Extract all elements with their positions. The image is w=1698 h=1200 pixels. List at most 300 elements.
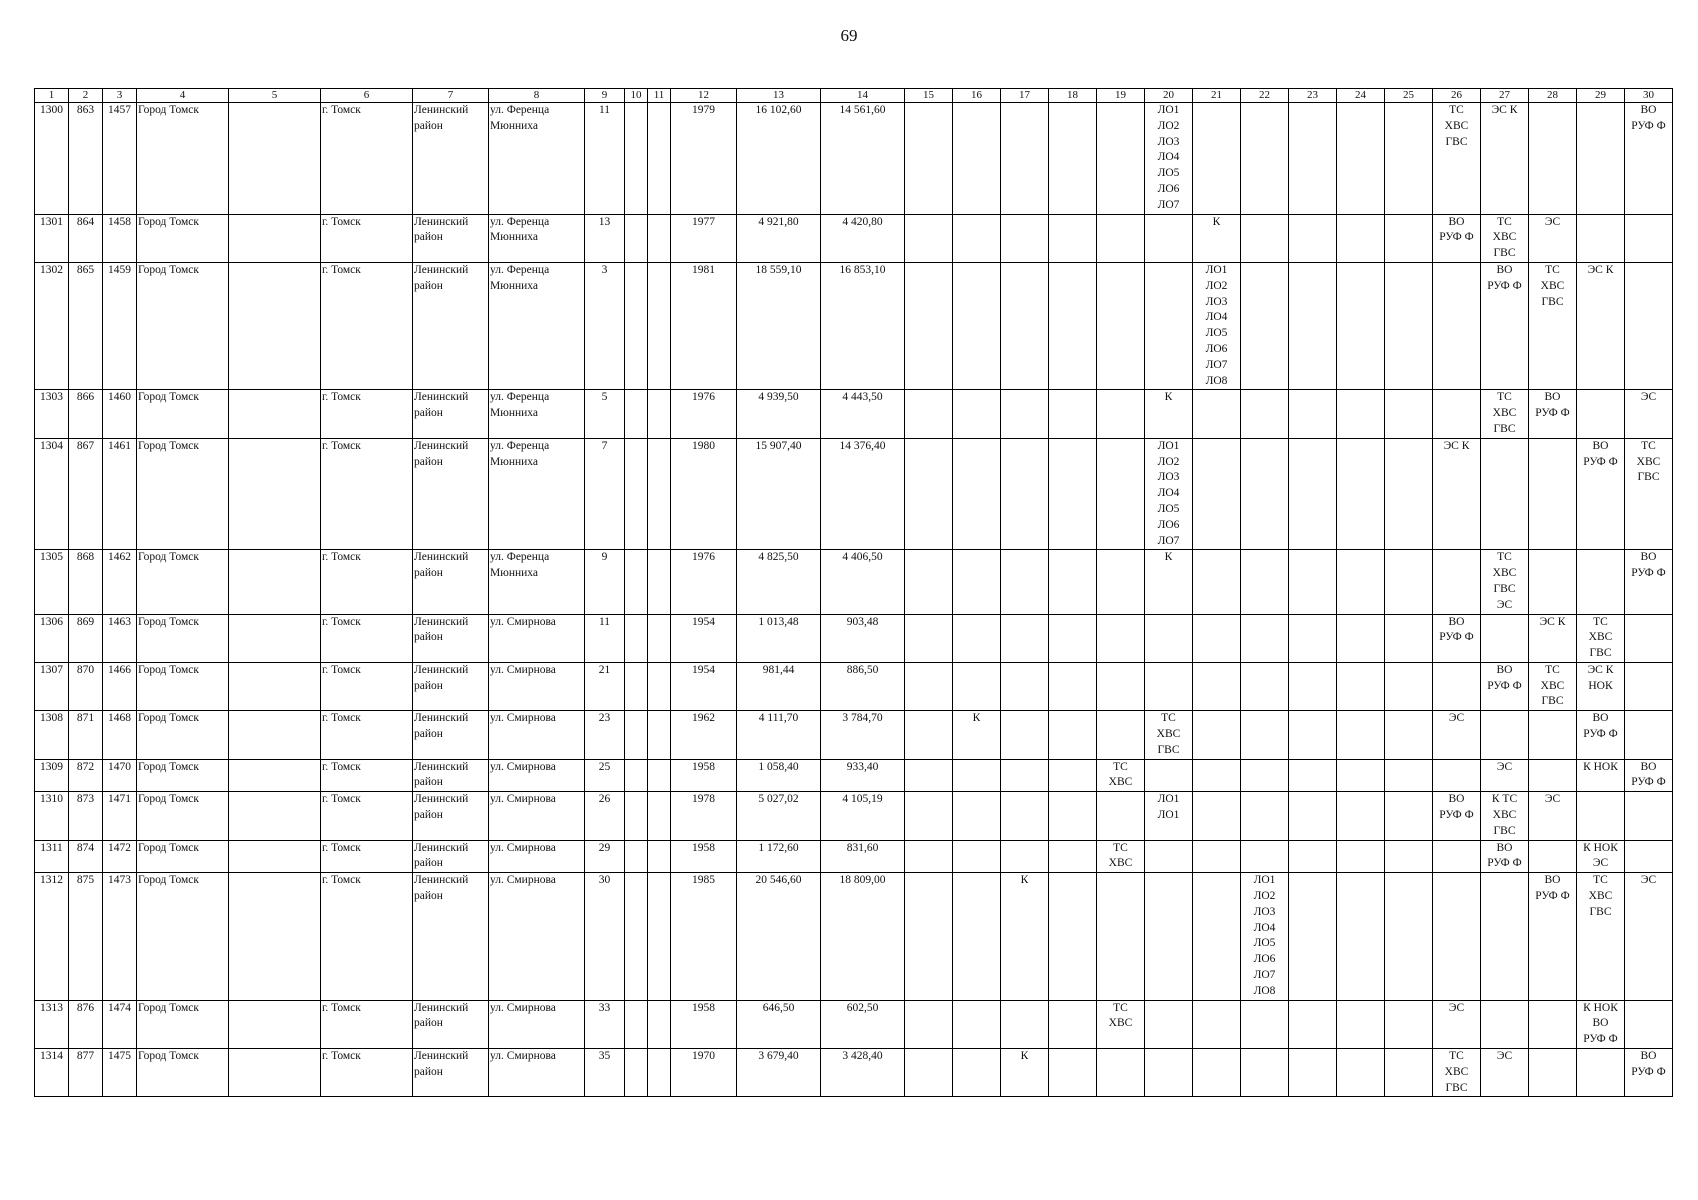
table-cell-col-18 — [1049, 711, 1097, 759]
table-cell-col-13: 4 939,50 — [737, 390, 821, 438]
table-cell-col-3: 1472 — [103, 840, 137, 873]
table-cell-col-28: ТС ХВС ГВС — [1529, 662, 1577, 710]
table-cell-col-6: г. Томск — [321, 792, 413, 840]
table-cell-col-18 — [1049, 792, 1097, 840]
table-cell-col-3: 1471 — [103, 792, 137, 840]
table-cell-col-24 — [1337, 1000, 1385, 1048]
table-cell-col-1: 1309 — [35, 759, 69, 792]
table-cell-col-29: К НОК — [1577, 759, 1625, 792]
table-cell-col-21 — [1193, 873, 1241, 1000]
table-row — [35, 262, 1673, 389]
table-cell-col-11 — [648, 262, 671, 389]
table-cell-col-18 — [1049, 214, 1097, 262]
table-cell-col-25 — [1385, 214, 1433, 262]
table-cell-col-3: 1461 — [103, 438, 137, 550]
table-cell-col-29: ВО РУФ Ф — [1577, 438, 1625, 550]
table-cell-col-13: 1 058,40 — [737, 759, 821, 792]
table-cell-col-16 — [953, 792, 1001, 840]
table-cell-col-12: 1980 — [671, 438, 737, 550]
table-cell-col-20: ЛО1 ЛО2 ЛО3 ЛО4 ЛО5 ЛО6 ЛО7 — [1145, 438, 1193, 550]
table-cell-col-11 — [648, 873, 671, 1000]
table-cell-col-13: 4 921,80 — [737, 214, 821, 262]
table-cell-col-22: ЛО1 ЛО2 ЛО3 ЛО4 ЛО5 ЛО6 ЛО7 ЛО8 — [1241, 873, 1289, 1000]
table-cell-col-17 — [1001, 214, 1049, 262]
table-cell-col-19 — [1097, 103, 1145, 215]
table-cell-col-21 — [1193, 711, 1241, 759]
table-row — [35, 390, 1673, 438]
table-cell-col-30: ВО РУФ Ф — [1625, 759, 1673, 792]
table-cell-col-16 — [953, 438, 1001, 550]
table-cell-col-25 — [1385, 840, 1433, 873]
table-cell-col-4: Город Томск — [137, 1049, 229, 1097]
table-cell-col-4: Город Томск — [137, 840, 229, 873]
table-cell-col-2: 869 — [69, 614, 103, 662]
table-cell-col-29: К НОК ЭС — [1577, 840, 1625, 873]
table-cell-col-15 — [905, 214, 953, 262]
table-cell-col-4: Город Томск — [137, 614, 229, 662]
table-cell-col-14: 16 853,10 — [821, 262, 905, 389]
table-cell-col-24 — [1337, 550, 1385, 614]
table-cell-col-13: 4 825,50 — [737, 550, 821, 614]
table-cell-col-27: ТС ХВС ГВС — [1481, 390, 1529, 438]
table-cell-col-3: 1474 — [103, 1000, 137, 1048]
table-cell-col-8: ул. Смирнова — [489, 614, 585, 662]
table-cell-col-10 — [625, 214, 648, 262]
table-cell-col-13: 1 172,60 — [737, 840, 821, 873]
table-cell-col-14: 831,60 — [821, 840, 905, 873]
table-cell-col-6: г. Томск — [321, 662, 413, 710]
table-cell-col-22 — [1241, 614, 1289, 662]
table-cell-col-18 — [1049, 662, 1097, 710]
table-cell-col-3: 1459 — [103, 262, 137, 389]
table-cell-col-6: г. Томск — [321, 1000, 413, 1048]
table-cell-col-24 — [1337, 873, 1385, 1000]
table-cell-col-17 — [1001, 614, 1049, 662]
table-cell-col-14: 4 420,80 — [821, 214, 905, 262]
table-cell-col-21 — [1193, 759, 1241, 792]
table-cell-col-12: 1979 — [671, 103, 737, 215]
column-number-header: 6 — [321, 89, 413, 103]
table-cell-col-8: ул. Смирнова — [489, 1000, 585, 1048]
table-cell-col-28 — [1529, 1049, 1577, 1097]
table-cell-col-19 — [1097, 662, 1145, 710]
table-cell-col-7: Ленинский район — [413, 1000, 489, 1048]
table-cell-col-20: ЛО1 ЛО1 — [1145, 792, 1193, 840]
table-cell-col-27: ВО РУФ Ф — [1481, 262, 1529, 389]
table-body — [35, 103, 1673, 1097]
table-cell-col-3: 1466 — [103, 662, 137, 710]
table-cell-col-4: Город Томск — [137, 1000, 229, 1048]
table-cell-col-25 — [1385, 662, 1433, 710]
table-cell-col-12: 1962 — [671, 711, 737, 759]
table-cell-col-24 — [1337, 438, 1385, 550]
table-cell-col-12: 1970 — [671, 1049, 737, 1097]
table-cell-col-8: ул. Смирнова — [489, 873, 585, 1000]
table-cell-col-2: 872 — [69, 759, 103, 792]
table-cell-col-17 — [1001, 262, 1049, 389]
table-cell-col-19 — [1097, 262, 1145, 389]
table-cell-col-17 — [1001, 550, 1049, 614]
table-cell-col-12: 1985 — [671, 873, 737, 1000]
table-cell-col-4: Город Томск — [137, 214, 229, 262]
table-cell-col-23 — [1289, 662, 1337, 710]
table-cell-col-21: ЛО1 ЛО2 ЛО3 ЛО4 ЛО5 ЛО6 ЛО7 ЛО8 — [1193, 262, 1241, 389]
table-cell-col-29 — [1577, 1049, 1625, 1097]
table-cell-col-10 — [625, 1049, 648, 1097]
table-cell-col-22 — [1241, 103, 1289, 215]
table-cell-col-24 — [1337, 262, 1385, 389]
table-cell-col-9: 30 — [585, 873, 625, 1000]
table-cell-col-17: К — [1001, 873, 1049, 1000]
table-cell-col-20 — [1145, 262, 1193, 389]
table-cell-col-2: 871 — [69, 711, 103, 759]
table-cell-col-13: 20 546,60 — [737, 873, 821, 1000]
table-row — [35, 792, 1673, 840]
table-cell-col-25 — [1385, 759, 1433, 792]
table-cell-col-6: г. Томск — [321, 873, 413, 1000]
table-cell-col-19 — [1097, 438, 1145, 550]
table-cell-col-8: ул. Ференца Мюнниха — [489, 390, 585, 438]
table-cell-col-8: ул. Смирнова — [489, 792, 585, 840]
table-cell-col-7: Ленинский район — [413, 1049, 489, 1097]
table-cell-col-24 — [1337, 792, 1385, 840]
table-cell-col-1: 1305 — [35, 550, 69, 614]
table-cell-col-22 — [1241, 1000, 1289, 1048]
page-number: 69 — [840, 26, 858, 45]
table-cell-col-10 — [625, 262, 648, 389]
table-cell-col-5 — [229, 759, 321, 792]
table-cell-col-8: ул. Смирнова — [489, 711, 585, 759]
table-cell-col-28 — [1529, 1000, 1577, 1048]
table-row — [35, 711, 1673, 759]
table-cell-col-10 — [625, 103, 648, 215]
table-cell-col-13: 3 679,40 — [737, 1049, 821, 1097]
table-cell-col-20 — [1145, 1049, 1193, 1097]
table-cell-col-19 — [1097, 1049, 1145, 1097]
table-cell-col-14: 933,40 — [821, 759, 905, 792]
table-cell-col-5 — [229, 390, 321, 438]
table-cell-col-3: 1463 — [103, 614, 137, 662]
table-cell-col-5 — [229, 438, 321, 550]
table-cell-col-29 — [1577, 792, 1625, 840]
table-cell-col-8: ул. Ференца Мюнниха — [489, 262, 585, 389]
table-cell-col-21 — [1193, 662, 1241, 710]
table-cell-col-29: ТС ХВС ГВС — [1577, 614, 1625, 662]
table-cell-col-24 — [1337, 711, 1385, 759]
table-cell-col-1: 1308 — [35, 711, 69, 759]
table-cell-col-23 — [1289, 711, 1337, 759]
table-cell-col-20 — [1145, 614, 1193, 662]
column-number-header: 26 — [1433, 89, 1481, 103]
table-cell-col-5 — [229, 614, 321, 662]
table-cell-col-2: 870 — [69, 662, 103, 710]
table-cell-col-29: К НОК ВО РУФ Ф — [1577, 1000, 1625, 1048]
table-cell-col-16 — [953, 262, 1001, 389]
table-cell-col-8: ул. Ференца Мюнниха — [489, 438, 585, 550]
table-cell-col-8: ул. Ференца Мюнниха — [489, 550, 585, 614]
table-cell-col-5 — [229, 840, 321, 873]
table-cell-col-16 — [953, 873, 1001, 1000]
table-cell-col-26: ТС ХВС ГВС — [1433, 103, 1481, 215]
table-row — [35, 550, 1673, 614]
table-cell-col-7: Ленинский район — [413, 662, 489, 710]
table-cell-col-12: 1978 — [671, 792, 737, 840]
table-cell-col-18 — [1049, 438, 1097, 550]
table-cell-col-27 — [1481, 438, 1529, 550]
table-cell-col-21 — [1193, 390, 1241, 438]
table-cell-col-20: К — [1145, 390, 1193, 438]
table-cell-col-22 — [1241, 550, 1289, 614]
table-cell-col-5 — [229, 873, 321, 1000]
table-cell-col-12: 1958 — [671, 1000, 737, 1048]
table-cell-col-7: Ленинский район — [413, 711, 489, 759]
table-cell-col-2: 866 — [69, 390, 103, 438]
table-cell-col-13: 981,44 — [737, 662, 821, 710]
table-cell-col-18 — [1049, 873, 1097, 1000]
table-cell-col-26 — [1433, 759, 1481, 792]
table-cell-col-5 — [229, 1000, 321, 1048]
table-cell-col-10 — [625, 662, 648, 710]
table-cell-col-5 — [229, 214, 321, 262]
table-cell-col-30: ВО РУФ Ф — [1625, 1049, 1673, 1097]
column-number-header-row — [35, 89, 1673, 103]
table-row — [35, 759, 1673, 792]
table-cell-col-26 — [1433, 662, 1481, 710]
table-cell-col-30 — [1625, 792, 1673, 840]
table-cell-col-5 — [229, 711, 321, 759]
table-cell-col-5 — [229, 662, 321, 710]
table-cell-col-15 — [905, 438, 953, 550]
table-cell-col-28 — [1529, 103, 1577, 215]
table-cell-col-1: 1314 — [35, 1049, 69, 1097]
table-cell-col-30: ВО РУФ Ф — [1625, 103, 1673, 215]
table-cell-col-2: 867 — [69, 438, 103, 550]
table-cell-col-28 — [1529, 711, 1577, 759]
table-cell-col-28: ТС ХВС ГВС — [1529, 262, 1577, 389]
table-cell-col-23 — [1289, 438, 1337, 550]
table-cell-col-22 — [1241, 662, 1289, 710]
table-cell-col-22 — [1241, 262, 1289, 389]
table-cell-col-21 — [1193, 840, 1241, 873]
table-cell-col-30 — [1625, 614, 1673, 662]
table-cell-col-10 — [625, 873, 648, 1000]
table-row — [35, 1049, 1673, 1097]
table-cell-col-11 — [648, 662, 671, 710]
table-cell-col-30: ЭС — [1625, 873, 1673, 1000]
table-cell-col-15 — [905, 1049, 953, 1097]
column-number-header: 10 — [625, 89, 648, 103]
table-cell-col-4: Город Томск — [137, 759, 229, 792]
table-cell-col-9: 13 — [585, 214, 625, 262]
column-number-header: 16 — [953, 89, 1001, 103]
table-cell-col-20: ЛО1 ЛО2 ЛО3 ЛО4 ЛО5 ЛО6 ЛО7 — [1145, 103, 1193, 215]
table-cell-col-18 — [1049, 103, 1097, 215]
table-cell-col-5 — [229, 550, 321, 614]
column-number-header: 27 — [1481, 89, 1529, 103]
table-cell-col-30 — [1625, 262, 1673, 389]
column-number-header: 9 — [585, 89, 625, 103]
table-cell-col-13: 15 907,40 — [737, 438, 821, 550]
table-cell-col-6: г. Томск — [321, 614, 413, 662]
table-cell-col-23 — [1289, 103, 1337, 215]
column-number-header: 1 — [35, 89, 69, 103]
table-cell-col-13: 1 013,48 — [737, 614, 821, 662]
table-cell-col-30 — [1625, 711, 1673, 759]
table-cell-col-19 — [1097, 711, 1145, 759]
table-cell-col-16 — [953, 103, 1001, 215]
table-cell-col-23 — [1289, 759, 1337, 792]
table-cell-col-20: К — [1145, 550, 1193, 614]
table-cell-col-27 — [1481, 711, 1529, 759]
table-cell-col-14: 3 428,40 — [821, 1049, 905, 1097]
table-cell-col-1: 1306 — [35, 614, 69, 662]
table-cell-col-10 — [625, 614, 648, 662]
column-number-header: 21 — [1193, 89, 1241, 103]
table-cell-col-22 — [1241, 840, 1289, 873]
table-cell-col-24 — [1337, 840, 1385, 873]
table-cell-col-27: К ТС ХВС ГВС — [1481, 792, 1529, 840]
table-cell-col-1: 1302 — [35, 262, 69, 389]
table-cell-col-4: Город Томск — [137, 792, 229, 840]
table-cell-col-9: 7 — [585, 438, 625, 550]
table-cell-col-1: 1301 — [35, 214, 69, 262]
table-cell-col-26: ТС ХВС ГВС — [1433, 1049, 1481, 1097]
table-cell-col-26: ЭС — [1433, 1000, 1481, 1048]
table-cell-col-6: г. Томск — [321, 711, 413, 759]
table-row — [35, 438, 1673, 550]
column-number-header: 2 — [69, 89, 103, 103]
table-cell-col-7: Ленинский район — [413, 792, 489, 840]
column-number-header: 29 — [1577, 89, 1625, 103]
table-cell-col-2: 873 — [69, 792, 103, 840]
table-cell-col-8: ул. Смирнова — [489, 662, 585, 710]
table-cell-col-10 — [625, 759, 648, 792]
table-cell-col-23 — [1289, 840, 1337, 873]
table-cell-col-25 — [1385, 614, 1433, 662]
table-cell-col-21: К — [1193, 214, 1241, 262]
table-cell-col-7: Ленинский район — [413, 614, 489, 662]
table-cell-col-23 — [1289, 550, 1337, 614]
table-cell-col-18 — [1049, 840, 1097, 873]
table-cell-col-20 — [1145, 1000, 1193, 1048]
table-cell-col-20: ТС ХВС ГВС — [1145, 711, 1193, 759]
table-cell-col-4: Город Томск — [137, 103, 229, 215]
table-cell-col-12: 1976 — [671, 550, 737, 614]
table-cell-col-13: 646,50 — [737, 1000, 821, 1048]
column-number-header: 7 — [413, 89, 489, 103]
table-cell-col-11 — [648, 390, 671, 438]
table-cell-col-11 — [648, 438, 671, 550]
table-cell-col-21 — [1193, 1049, 1241, 1097]
table-cell-col-18 — [1049, 1000, 1097, 1048]
table-cell-col-29 — [1577, 214, 1625, 262]
table-cell-col-4: Город Томск — [137, 662, 229, 710]
table-row — [35, 103, 1673, 215]
table-cell-col-22 — [1241, 214, 1289, 262]
table-cell-col-25 — [1385, 103, 1433, 215]
table-cell-col-1: 1313 — [35, 1000, 69, 1048]
table-cell-col-9: 5 — [585, 390, 625, 438]
table-cell-col-23 — [1289, 262, 1337, 389]
table-cell-col-23 — [1289, 1000, 1337, 1048]
table-cell-col-14: 4 105,19 — [821, 792, 905, 840]
table-cell-col-21 — [1193, 438, 1241, 550]
table-cell-col-23 — [1289, 792, 1337, 840]
table-cell-col-14: 14 376,40 — [821, 438, 905, 550]
table-cell-col-22 — [1241, 390, 1289, 438]
table-cell-col-6: г. Томск — [321, 759, 413, 792]
table-cell-col-19: ТС ХВС — [1097, 759, 1145, 792]
table-cell-col-7: Ленинский район — [413, 550, 489, 614]
table-cell-col-22 — [1241, 792, 1289, 840]
table-row — [35, 214, 1673, 262]
column-number-header: 17 — [1001, 89, 1049, 103]
table-cell-col-10 — [625, 711, 648, 759]
table-cell-col-7: Ленинский район — [413, 873, 489, 1000]
table-cell-col-20 — [1145, 214, 1193, 262]
table-cell-col-14: 4 406,50 — [821, 550, 905, 614]
table-cell-col-28: ВО РУФ Ф — [1529, 390, 1577, 438]
table-cell-col-21 — [1193, 792, 1241, 840]
table-cell-col-3: 1473 — [103, 873, 137, 1000]
table-cell-col-17: К — [1001, 1049, 1049, 1097]
table-cell-col-29 — [1577, 550, 1625, 614]
table-cell-col-12: 1954 — [671, 662, 737, 710]
table-cell-col-11 — [648, 840, 671, 873]
table-cell-col-17 — [1001, 1000, 1049, 1048]
table-cell-col-17 — [1001, 840, 1049, 873]
table-cell-col-4: Город Томск — [137, 550, 229, 614]
table-cell-col-13: 5 027,02 — [737, 792, 821, 840]
column-number-header: 5 — [229, 89, 321, 103]
table-cell-col-6: г. Томск — [321, 840, 413, 873]
table-cell-col-16 — [953, 214, 1001, 262]
table-cell-col-1: 1311 — [35, 840, 69, 873]
table-cell-col-29: ВО РУФ Ф — [1577, 711, 1625, 759]
table-cell-col-11 — [648, 1000, 671, 1048]
table-cell-col-13: 4 111,70 — [737, 711, 821, 759]
table-cell-col-14: 14 561,60 — [821, 103, 905, 215]
table-cell-col-18 — [1049, 759, 1097, 792]
table-cell-col-21 — [1193, 1000, 1241, 1048]
table-row — [35, 873, 1673, 1000]
table-cell-col-17 — [1001, 390, 1049, 438]
table-cell-col-23 — [1289, 214, 1337, 262]
table-cell-col-11 — [648, 711, 671, 759]
table-cell-col-26: ЭС — [1433, 711, 1481, 759]
table-cell-col-28 — [1529, 438, 1577, 550]
table-cell-col-27: ТС ХВС ГВС ЭС — [1481, 550, 1529, 614]
table-row — [35, 614, 1673, 662]
table-cell-col-18 — [1049, 390, 1097, 438]
column-number-header: 25 — [1385, 89, 1433, 103]
table-cell-col-7: Ленинский район — [413, 840, 489, 873]
table-cell-col-16 — [953, 759, 1001, 792]
table-cell-col-2: 865 — [69, 262, 103, 389]
table-cell-col-16 — [953, 662, 1001, 710]
table-cell-col-17 — [1001, 792, 1049, 840]
table-cell-col-1: 1307 — [35, 662, 69, 710]
table-cell-col-28 — [1529, 840, 1577, 873]
table-cell-col-9: 11 — [585, 103, 625, 215]
table-cell-col-2: 877 — [69, 1049, 103, 1097]
table-cell-col-27: ЭС — [1481, 759, 1529, 792]
column-number-header: 14 — [821, 89, 905, 103]
table-cell-col-2: 874 — [69, 840, 103, 873]
table-cell-col-4: Город Томск — [137, 390, 229, 438]
table-cell-col-11 — [648, 103, 671, 215]
column-number-header: 12 — [671, 89, 737, 103]
